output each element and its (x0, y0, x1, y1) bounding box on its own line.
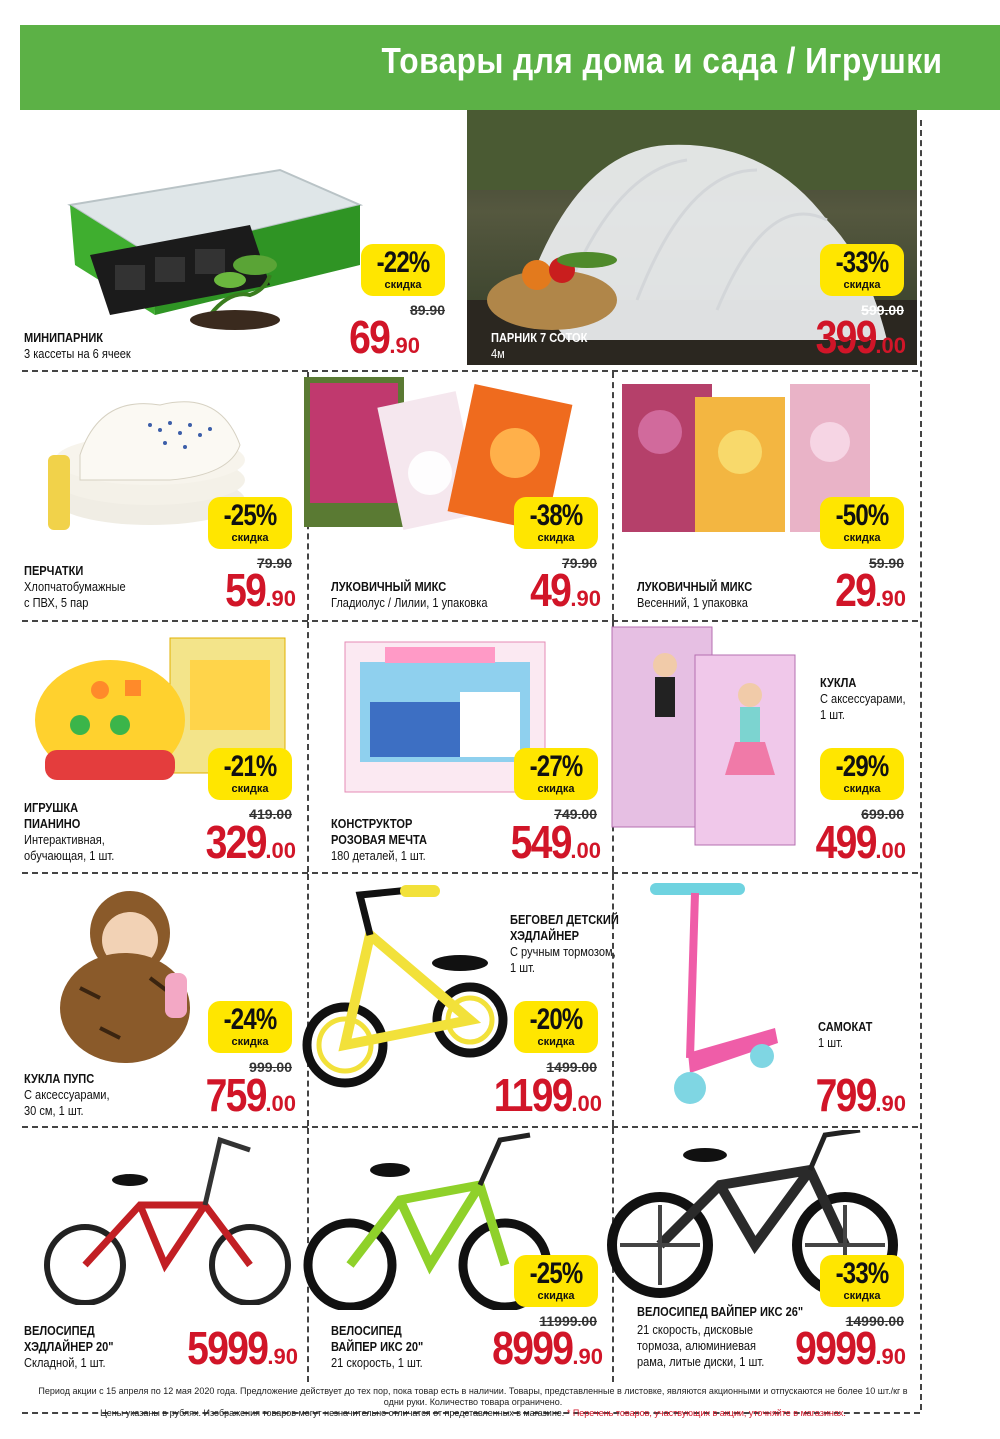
product-name: МИНИПАРНИК (24, 330, 104, 345)
discount-badge (820, 1255, 904, 1307)
footer-disclaimer (28, 1386, 918, 1419)
discount-badge (208, 497, 292, 549)
product-name: ХЭДЛАЙНЕР 20" (24, 1339, 114, 1354)
price-int: 8999 (492, 1322, 573, 1374)
price (760, 1068, 906, 1122)
product-name: КУКЛА (820, 675, 857, 690)
discount-value: -27% (529, 750, 583, 783)
price-dec: .00 (875, 333, 906, 358)
product-name: ВЕЛОСИПЕД (24, 1323, 95, 1338)
price-dec: .90 (875, 1344, 906, 1369)
discount-value: -50% (835, 499, 889, 532)
price-int: 799 (815, 1069, 876, 1121)
header-side-strip (978, 25, 1000, 110)
discount-label: скидка (231, 532, 269, 544)
price-dec: .90 (267, 1344, 298, 1369)
price-dec: .00 (265, 838, 296, 863)
row-divider (22, 620, 918, 622)
product-desc: 1 шт. (818, 1035, 843, 1050)
product-name: ПЕРЧАТКИ (24, 563, 84, 578)
price-dec: .90 (572, 1344, 603, 1369)
row-divider (22, 1126, 918, 1128)
price-int: 399 (815, 311, 876, 363)
old-price: 59.90 (868, 555, 904, 571)
product-desc: Гладиолус / Лилии, 1 упаковка (331, 595, 488, 610)
price-dec: .90 (265, 586, 296, 611)
price-int: 9999 (795, 1322, 876, 1374)
discount-label: скидка (843, 1290, 881, 1302)
discount-badge (820, 748, 904, 800)
discount-label: скидка (843, 783, 881, 795)
price (120, 1321, 298, 1375)
footer-line-1: Период акции с 15 апреля по 12 мая 2020 года. Предложение действует до тех пор, пока товар есть в наличии. Товары, представленные в листовке, являются акционными и отпускаются не более 10 шт./кг в одни руки. Количество товара ограничено. (38, 1386, 908, 1407)
old-price: 79.90 (561, 555, 597, 571)
price-dec: .00 (571, 1091, 602, 1116)
product-desc: С аксессуарами, (24, 1087, 110, 1102)
price-dec: .90 (389, 333, 420, 358)
product-name: ЛУКОВИЧНЫЙ МИКС (637, 579, 753, 594)
old-price: 89.90 (409, 302, 445, 318)
product-desc: Интерактивная, (24, 832, 105, 847)
discount-badge (820, 497, 904, 549)
discount-label: скидка (384, 279, 422, 291)
discount-label: скидка (231, 1036, 269, 1048)
product-name: ВЕЛОСИПЕД (331, 1323, 402, 1338)
product-desc: Хлопчатобумажные (24, 579, 126, 594)
product-name: ВАЙПЕР ИКС 20" (331, 1339, 424, 1354)
product-desc: Складной, 1 шт. (24, 1355, 106, 1370)
product-desc: 30 см, 1 шт. (24, 1103, 84, 1118)
page-title: Товары для дома и сада / Игрушки (381, 40, 942, 81)
product-name: КОНСТРУКТОР (331, 816, 413, 831)
discount-badge (514, 1001, 598, 1053)
price-int: 59 (225, 564, 266, 616)
discount-value: -24% (223, 1003, 277, 1036)
footer-line-2 (28, 1408, 918, 1419)
row-divider (22, 370, 918, 372)
discount-label: скидка (537, 1036, 575, 1048)
row-divider (22, 872, 918, 874)
old-price: 699.00 (861, 806, 904, 822)
discount-value: -25% (223, 499, 277, 532)
price (730, 1321, 906, 1375)
old-price: 749.00 (554, 806, 597, 822)
product-name: САМОКАТ (818, 1019, 873, 1034)
discount-badge (514, 497, 598, 549)
price (760, 815, 906, 869)
discount-value: -38% (529, 499, 583, 532)
product-name: ВЕЛОСИПЕД ВАЙПЕР ИКС 26" (637, 1304, 804, 1319)
product-name: ПАРНИК 7 СОТОК (491, 330, 588, 345)
old-price: 79.90 (256, 555, 292, 571)
product-desc: 4м (491, 346, 505, 361)
price-int: 69 (349, 311, 390, 363)
price-int: 329 (205, 816, 266, 868)
price (310, 310, 420, 364)
price-dec: .00 (875, 838, 906, 863)
miniparnik-image (60, 115, 370, 330)
discount-badge (208, 1001, 292, 1053)
product-desc: 1 шт. (820, 707, 845, 722)
product-desc: 180 деталей, 1 шт. (331, 848, 426, 863)
product-desc: С ручным тормозом, (510, 944, 616, 959)
discount-value: -22% (376, 246, 430, 279)
discount-label: скидка (843, 279, 881, 291)
discount-label: скидка (843, 532, 881, 544)
old-price: 1499.00 (546, 1059, 597, 1075)
footer-line-2-red: * Перечень товаров, участвующих в акции, уточняйте в магазинах. (566, 1408, 846, 1418)
price-int: 49 (530, 564, 571, 616)
product-desc: 3 кассеты на 6 ячеек (24, 346, 131, 361)
product-name: ЛУКОВИЧНЫЙ МИКС (331, 579, 447, 594)
product-name: ПИАНИНО (24, 816, 81, 831)
baby-doll-image (40, 878, 230, 1068)
discount-value: -25% (529, 1257, 583, 1290)
discount-value: -33% (835, 246, 889, 279)
right-divider (920, 120, 922, 1410)
product-desc: обучающая, 1 шт. (24, 848, 115, 863)
price (796, 563, 906, 617)
discount-badge (208, 748, 292, 800)
price-dec: .00 (570, 838, 601, 863)
product-desc: 1 шт. (510, 960, 535, 975)
bicycle-headliner-image (30, 1130, 300, 1305)
product-name: КУКЛА ПУПС (24, 1071, 95, 1086)
product-desc: тормоза, алюминиевая (637, 1338, 757, 1353)
discount-badge (361, 244, 445, 296)
product-name: РОЗОВАЯ МЕЧТА (331, 832, 427, 847)
discount-badge (820, 244, 904, 296)
price-int: 499 (815, 816, 876, 868)
product-name: ХЭДЛАЙНЕР (510, 928, 579, 943)
discount-badge (514, 748, 598, 800)
old-price: 599.00 (861, 302, 904, 318)
col-divider (307, 622, 309, 872)
product-desc: с ПВХ, 5 пар (24, 595, 89, 610)
price-int: 5999 (187, 1322, 268, 1374)
discount-label: скидка (231, 783, 269, 795)
discount-label: скидка (537, 1290, 575, 1302)
product-name: ИГРУШКА (24, 800, 79, 815)
price (186, 563, 296, 617)
discount-value: -20% (529, 1003, 583, 1036)
price (760, 310, 906, 364)
price-int: 1199 (493, 1069, 572, 1121)
price-dec: .00 (265, 1091, 296, 1116)
discount-value: -29% (835, 750, 889, 783)
price (150, 1068, 296, 1122)
product-desc: 21 скорость, дисковые (637, 1322, 753, 1337)
discount-badge (514, 1255, 598, 1307)
product-desc: рама, литые диски, 1 шт. (637, 1354, 765, 1369)
price (440, 1068, 602, 1122)
price-int: 549 (510, 816, 571, 868)
price-dec: .90 (570, 586, 601, 611)
price (425, 1321, 603, 1375)
old-price: 999.00 (249, 1059, 292, 1075)
discount-label: скидка (537, 783, 575, 795)
product-desc: 21 скорость, 1 шт. (331, 1355, 423, 1370)
old-price: 419.00 (249, 806, 292, 822)
price (150, 815, 296, 869)
price-dec: .90 (875, 1091, 906, 1116)
price (455, 815, 601, 869)
price (491, 563, 601, 617)
old-price: 11999.00 (539, 1313, 597, 1329)
product-desc: Весенний, 1 упаковка (637, 595, 748, 610)
col-divider (612, 372, 614, 620)
price-dec: .90 (875, 586, 906, 611)
product-desc: С аксессуарами, (820, 691, 906, 706)
footer-line-2-text: Цены указаны в рублях. Изображения товаров могут незначительно отличатся от представленных в магазине. (100, 1408, 565, 1418)
discount-label: скидка (537, 532, 575, 544)
discount-value: -33% (835, 1257, 889, 1290)
discount-value: -21% (223, 750, 277, 783)
product-name: БЕГОВЕЛ ДЕТСКИЙ (510, 912, 619, 927)
old-price: 14990.00 (845, 1313, 904, 1329)
price-int: 759 (205, 1069, 266, 1121)
price-int: 29 (835, 564, 876, 616)
